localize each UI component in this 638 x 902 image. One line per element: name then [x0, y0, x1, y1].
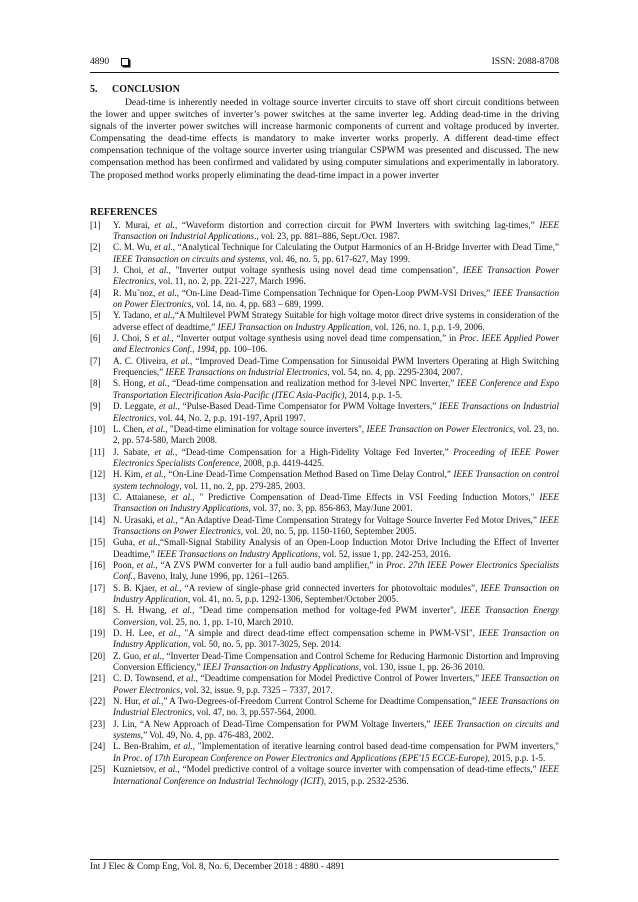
reference-venue: IEEE Transaction Energy Conversion — [113, 605, 559, 627]
reference-text — [113, 469, 559, 492]
reference-number: [17] — [90, 582, 106, 593]
reference-number: [23] — [90, 718, 106, 729]
reference-item — [90, 401, 559, 424]
reference-authors: C. M. Wu, — [113, 242, 155, 253]
reference-item — [90, 583, 559, 606]
reference-number: [16] — [90, 559, 106, 570]
reference-item — [90, 515, 559, 538]
reference-details: , vol. 32, issue. 9, p.p. 7325 – 7337, 2017. — [180, 684, 333, 695]
reference-number: [10] — [90, 423, 106, 434]
references-heading: REFERENCES — [90, 206, 158, 218]
reference-venue: IEEE Transaction on Industry Applications — [113, 491, 560, 514]
reference-title: , "A simple and direct dead-time effect compensation scheme in PWM-VSI", — [178, 628, 479, 639]
reference-item — [90, 378, 559, 401]
reference-et-al: et al. — [147, 423, 166, 434]
reference-number: [6] — [90, 333, 101, 344]
reference-item — [90, 310, 559, 333]
reference-authors: C. D. Townsend, — [113, 673, 178, 684]
reference-title: , “Improved Dead-Time Compensation for Sinusoidal PWM Inverters Operating at High Switching Frequencies,” — [113, 355, 560, 378]
reference-authors: J. Sabate, — [113, 446, 155, 457]
reference-venue: IEEE Transaction on Power Electronics — [113, 673, 560, 695]
reference-authors: Y. Murai, — [113, 219, 155, 230]
reference-authors: Kuznietsov, — [113, 764, 159, 775]
reference-number: [11] — [90, 446, 105, 457]
section-number: 5. — [90, 84, 98, 95]
reference-text — [113, 288, 559, 311]
page-number: 4890 — [90, 56, 110, 67]
reference-authors: D. Leggate, — [113, 401, 159, 412]
reference-et-al: et al. — [143, 650, 162, 661]
reference-title: , “Deadtime compensation for Model Predictive Control of Power Inverters,” — [195, 673, 482, 684]
reference-title: ,“A Multilevel PWM Strategy Suitable for high voltage motor direct drive systems in consideration of the adverse effect of deadtime,” — [113, 310, 559, 332]
reference-item — [90, 424, 559, 447]
page-footer: Int J Elec & Comp Eng, Vol. 8, No. 6, December 2018 : 4880 - 4891 — [90, 862, 345, 872]
reference-et-al: et al. — [158, 401, 178, 412]
reference-details: , vol. 54, no. 4, pp. 2295-2304, 2007. — [327, 367, 463, 378]
footer-rule — [90, 859, 559, 860]
reference-authors: S. H. Hwang, — [113, 605, 172, 616]
reference-item — [90, 560, 559, 583]
reference-et-al: et al. — [158, 287, 177, 298]
reference-et-al: et al. — [148, 265, 169, 276]
reference-details: , 2015, p.p. 2532-2536. — [323, 775, 409, 786]
reference-title: , “Dead-time compensation and realization method for 3-level NPC Inverter,” — [167, 378, 458, 389]
reference-authors: Poon, — [113, 559, 137, 570]
reference-venue: IEEE Transaction on Power Electronics — [366, 423, 513, 434]
reference-text — [113, 696, 559, 719]
reference-et-al: et al. — [171, 355, 191, 366]
reference-venue: IEEE Transaction Power Electronics — [113, 265, 559, 287]
reference-title: , “An Adaptive Dead-Time Compensation Strategy for Voltage Source Inverter Fed Motor Drives,” — [175, 514, 540, 525]
reference-title: , "Inverter output voltage synthesis using novel dead time compensation", — [168, 265, 463, 276]
reference-details: , vol. 46, no. 5, pp. 617-627, May 1999. — [264, 253, 410, 264]
reference-title: , “A review of single-phase grid connected inverters for photovoltaic modules”, — [179, 582, 481, 593]
reference-authors: R. Mu˜noz, — [113, 287, 159, 298]
reference-authors: L. Ben-Brahim, — [113, 741, 174, 752]
reference-title: , “Dead-time Compensation for a High-Fidelity Voltage Fed Inverter,” — [174, 446, 454, 457]
conclusion-paragraph: Dead-time is inherently needed in voltage source inverter circuits to stave off short circuit conditions between the lower and upper switches of inverter’s power switches at the same inverter leg. Adding dead-time in the driving signals of the inverter power switches will increase harmonic components of current and voltage produced by inverter. Compensating the dead-time effects is mandatory to make inverter works properly. A different dead-time effect compensation technique of the voltage source inverter using triangular CSPWM was presented and discussed. The new compensation method has been confirmed and validated by using computer simulations and experimentally in laboratory. The proposed method works properly eliminating the dead-time impact in a power inverter — [90, 97, 559, 181]
reference-venue: IEEE International Conference on Industrial Technology (ICIT) — [113, 764, 559, 786]
reference-details: , 2008, p.p. 4419-4425. — [239, 457, 324, 468]
reference-text — [113, 310, 559, 333]
reference-venue: IEEE Transaction on Industry Application — [113, 582, 559, 604]
reference-details: , vol. 44, No. 2, p.p. 191-197, April 1997. — [154, 412, 306, 423]
reference-text — [113, 651, 559, 674]
reference-title: , “On-Line Dead-Time Compensation Technique for Open-Loop PWM-VSI Drives,” — [176, 287, 494, 298]
reference-venue: IEEE Transactions on Industrial Electronics — [165, 367, 328, 378]
reference-number: [4] — [90, 287, 101, 298]
reference-authors: S. Hong, — [113, 378, 149, 389]
reference-venue: Proceeding of IEEE Power Electronics Specialists Conference — [113, 446, 559, 468]
reference-title: , “Inverter output voltage synthesis using novel dead time compensation,” in — [171, 333, 460, 344]
reference-authors: N. Hur, — [113, 696, 143, 707]
reference-text — [113, 515, 559, 538]
reference-venue: IEEE Transactions on Industrial Electronics — [113, 696, 559, 718]
reference-item — [90, 492, 559, 515]
reference-details: ., vol. 23, pp. 881–886, Sept./Oct. 1987. — [254, 231, 400, 241]
reference-text — [113, 220, 559, 243]
reference-details: , vol. 130, issue 1, pp. 26-36 2010. — [358, 662, 485, 673]
reference-number: [20] — [90, 650, 106, 661]
reference-details: , vol. 20, no. 5, pp. 1150-1160, September 2005. — [240, 525, 417, 536]
reference-authors: N. Urasaki, — [113, 514, 158, 525]
reference-title: , “On-Line Dead-Time Compensation Method Based on Time Delay Control,” — [163, 469, 454, 480]
reference-text — [113, 378, 559, 401]
reference-number: [22] — [90, 696, 106, 707]
reference-details: , vol. 25, no. 1, pp. 1-10, March 2010. — [154, 616, 294, 627]
reference-title: ,“Small-Signal Stability Analysis of an Open-Loop Induction Motor Drive Including the Effect of Inverter Deadtime,” — [113, 537, 559, 559]
reference-number: [14] — [90, 514, 106, 525]
reference-et-al: et al. — [142, 696, 162, 707]
reference-et-al: et al. — [160, 582, 180, 593]
reference-item — [90, 356, 559, 379]
reference-item — [90, 333, 559, 356]
reference-et-al: et al. — [157, 514, 176, 525]
reference-details: , vol. 11, no. 2, pp. 221-227, March 1996. — [154, 276, 306, 287]
reference-title: , “Model predictive control of a voltage source inverter with compensation of dead-time effects,” — [177, 764, 540, 775]
reference-venue: IEEJ Transaction on Industry Application — [217, 321, 371, 332]
reference-details: , vol. 47, no. 3, pp.557-564, 2000. — [192, 707, 317, 718]
reference-title: , " Predictive Compensation of Dead-Time Effects in VSI Feeding Induction Motors," — [192, 491, 540, 502]
reference-details: , 2014, p.p. 1-5. — [344, 389, 403, 400]
reference-title: , "Dead time compensation method for voltage-fed PWM inverter", — [192, 605, 461, 616]
reference-venue: Proc. 27th IEEE Power Electronics Specialists Conf. — [113, 559, 560, 582]
reference-item — [90, 696, 559, 719]
reference-text — [113, 741, 559, 764]
reference-number: [5] — [90, 310, 101, 321]
reference-authors: J. Choi, S — [113, 333, 153, 344]
reference-item — [90, 764, 559, 787]
reference-number: [2] — [90, 242, 101, 253]
page-body — [90, 83, 559, 787]
reference-number: [12] — [90, 469, 106, 480]
reference-number: [15] — [90, 537, 106, 548]
reference-venue: IEEJ Transaction on Industry Applications — [202, 662, 359, 673]
reference-et-al: et al. — [173, 741, 193, 752]
reference-number: [18] — [90, 605, 106, 616]
reference-et-al: et al. — [171, 605, 193, 616]
reference-authors: Y. Tadano, — [113, 310, 155, 321]
reference-authors: Z. Guo, — [113, 650, 144, 661]
reference-details: , vol. 52, issue 1, pp. 242-253, 2016. — [317, 548, 451, 559]
reference-venue: IEEE Conference and Expo Transportation Electrification Asia-Pacific (ITEC Asia-Pacific) — [113, 378, 560, 400]
reference-venue: IEEE Transactions on Power Electronics — [113, 514, 560, 536]
reference-details: , vol. 37, no. 3, pp. 856-863, May/June 2001. — [248, 503, 413, 514]
reference-details: , 2015, p.p. 1-5. — [487, 752, 546, 763]
reference-title: , "Dead-time elimination for voltage source inverters", — [165, 423, 367, 434]
reference-item — [90, 265, 559, 288]
reference-text — [113, 719, 559, 742]
reference-details: , vol. 126, no. 1, p.p. 1-9, 2006. — [370, 321, 485, 332]
reference-authors: J. Choi, — [113, 265, 149, 276]
reference-title: , “Inverter Dead-Time Compensation and Control Scheme for Reducing Harmonic Distortion and Improving Conversion Efficiency,” — [113, 650, 560, 673]
header-rule — [90, 72, 559, 73]
reference-number: [25] — [90, 764, 106, 775]
reference-et-al: et al. — [158, 764, 178, 775]
reference-number: [8] — [90, 378, 101, 389]
reference-authors: C. Attaianese, — [113, 491, 172, 502]
reference-et-al: et al. — [171, 491, 193, 502]
reference-text — [113, 356, 559, 379]
reference-authors: S. B. Kjaer, — [113, 582, 161, 593]
reference-text — [113, 242, 559, 265]
reference-item — [90, 288, 559, 311]
reference-text — [113, 560, 559, 583]
page-header — [90, 56, 559, 72]
reference-et-al: et al. — [148, 378, 168, 389]
reference-title: , “Analytical Technique for Calculating the Output Harmonics of an H-Bridge Inverter with Dead Time,” — [172, 242, 559, 253]
reference-number: [13] — [90, 491, 106, 502]
reference-title: , “Pulse-Based Dead-Time Compensator for PWM Voltage Inverters,” — [177, 401, 440, 412]
reference-venue: IEEE Transaction on control system technology — [113, 469, 560, 491]
reference-details: , pp. 100–106. — [214, 344, 268, 355]
reference-item — [90, 605, 559, 628]
reference-number: [7] — [90, 355, 101, 366]
reference-title: ,” A Two-Degrees-of-Freedom Current Control Scheme for Deadtime Compensation,” — [161, 696, 479, 707]
reference-text — [113, 605, 559, 628]
section-title: CONCLUSION — [112, 84, 180, 95]
reference-et-al: et al. — [145, 469, 164, 480]
reference-number: [3] — [90, 265, 101, 276]
reference-list — [90, 220, 559, 787]
reference-et-al: et al. — [177, 673, 196, 684]
reference-text — [113, 401, 559, 424]
reference-text — [113, 673, 559, 696]
reference-details: , vol. 14, no. 4, pp. 683 – 689, 1999. — [191, 299, 324, 310]
issn-label: ISSN: 2088-8708 — [491, 56, 559, 67]
reference-item — [90, 469, 559, 492]
reference-text — [113, 492, 559, 515]
reference-authors: A. C. Oliveira, — [113, 355, 172, 366]
reference-authors: Guha, — [113, 537, 139, 548]
reference-details: , vol. 23, no. 2, pp. 574-580, March 2008. — [113, 423, 559, 446]
reference-number: [24] — [90, 741, 106, 752]
reference-authors: D. H. Lee, — [113, 628, 159, 639]
reference-venue: IEEE Transactions on Industry Applications — [156, 548, 318, 559]
reference-item — [90, 673, 559, 696]
reference-text — [113, 628, 559, 651]
reference-number: [9] — [90, 401, 101, 412]
reference-venue: In Proc. of 17th European Conference on Power Electronics and Applications (EPE'15 ECCE-Europe) — [113, 752, 488, 763]
reference-title: , “A ZVS PWM converter for a full audio band amplifier,” in — [155, 559, 386, 570]
reference-et-al: et al. — [154, 242, 173, 253]
square-bullet-icon — [121, 58, 129, 66]
reference-text — [113, 537, 559, 560]
reference-text — [113, 583, 559, 606]
reference-venue: IEEE Transaction on Industrial Applications — [113, 219, 560, 241]
reference-item — [90, 242, 559, 265]
reference-venue: IEEE Transaction on circuits and systems — [113, 253, 265, 264]
reference-item — [90, 628, 559, 651]
reference-venue: IEEE Transaction on Industry Application — [113, 628, 560, 650]
reference-item — [90, 651, 559, 674]
reference-text — [113, 265, 559, 288]
reference-authors: J. Lin, “A New Approach of Dead-Time Compensation for PWM Voltage Inverters,” — [113, 718, 434, 729]
reference-et-al: et al. — [138, 537, 158, 548]
reference-et-al: et al. — [158, 628, 179, 639]
reference-text — [113, 424, 559, 447]
section-heading — [90, 83, 559, 96]
reference-text — [113, 447, 559, 470]
reference-details: , vol. 41, no. 5, p.p. 1292-1306, September/October 2005. — [187, 594, 399, 604]
reference-details: , vol. 11, no. 2, pp. 279-285, 2003. — [179, 480, 306, 491]
reference-text — [113, 333, 559, 356]
reference-text — [113, 764, 559, 787]
reference-et-al: et al. — [154, 446, 175, 457]
reference-title: , “Waveform distortion and correction circuit for PWM Inverters with switching lag-times,” — [174, 219, 540, 230]
reference-et-al: et al. — [152, 333, 172, 344]
reference-item — [90, 537, 559, 560]
reference-et-al: et al. — [154, 219, 175, 230]
reference-details: ,” Vol. 49, No. 4, pp. 476-483, 2002. — [140, 730, 274, 741]
header-left — [90, 56, 129, 67]
reference-et-al: et al. — [154, 310, 173, 321]
reference-authors: L. Chen, — [113, 423, 148, 434]
reference-item — [90, 220, 559, 243]
reference-number: [19] — [90, 628, 106, 639]
reference-item — [90, 741, 559, 764]
reference-details: , Baveno, Italy, June 1996, pp. 1261–1265. — [132, 571, 289, 582]
reference-venue: IEEE Transactions on Industrial Electronics — [113, 401, 559, 423]
reference-number: [21] — [90, 673, 106, 684]
reference-authors: H. Kim, — [113, 469, 146, 480]
reference-title: , "Implementation of iterative learning control based dead-time compensation for PWM inverters," — [192, 741, 559, 752]
reference-item — [90, 447, 559, 470]
reference-details: , vol. 50, no. 5, pp. 3017-3025, Sep. 2014. — [187, 639, 342, 650]
reference-venue: Proc. IEEE Applied Power and Electronics Conf., 1994 — [113, 333, 559, 355]
reference-number: [1] — [90, 219, 101, 230]
reference-et-al: et al. — [136, 559, 156, 570]
reference-venue: IEEE Transaction on Power Electronics — [113, 287, 560, 310]
reference-venue: IEEE Transaction on circuits and systems — [113, 718, 559, 741]
reference-item — [90, 719, 559, 742]
